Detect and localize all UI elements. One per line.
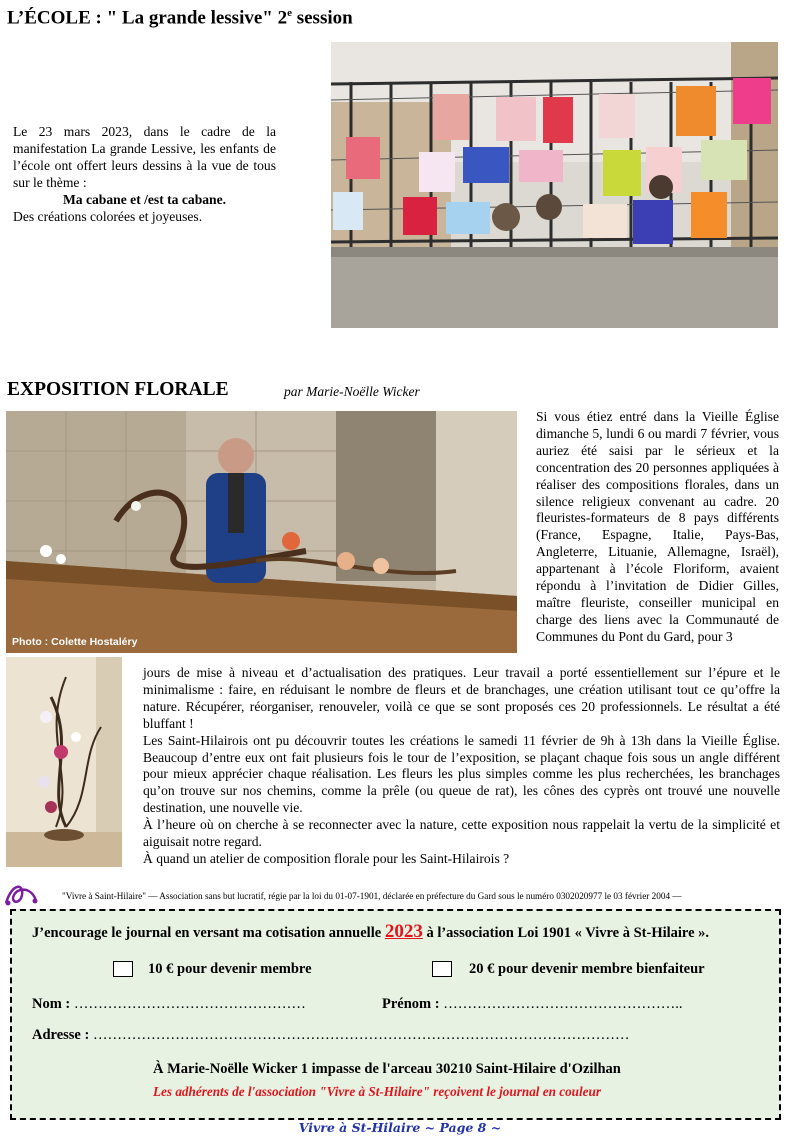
grande-lessive-photo (331, 42, 778, 328)
member-checkbox[interactable] (113, 961, 133, 977)
color-journal-note: Les adhérents de l'association "Vivre à St-Hilaire" reçoivent le journal en couleur (153, 1084, 602, 1099)
ecole-theme: Ma cabane et /est ta cabane. (62, 192, 227, 207)
exposition-photo (6, 411, 517, 653)
ecole-conclusion: Des créations colorées et joyeuses. (13, 209, 203, 224)
nom-field[interactable]: Nom : ………………………………………… (32, 996, 306, 1012)
membership-year: 2023 (384, 921, 423, 942)
association-legal-line: "Vivre à Saint-Hilaire" — Association sans but lucratif, régie par la loi du 01-07-1901, déclarée en préfecture du Gard sous le numéro 0302020977 le 03 février 2004 — (62, 891, 682, 901)
adresse-field[interactable]: Adresse : ………………………………………………………………………………………………… (32, 1027, 630, 1043)
photo-credit: Photo : Colette Hostaléry (12, 636, 138, 648)
exposition-text-right: Si vous étiez entré dans la Vieille Église dimanche 5, lundi 6 ou mardi 7 février, vous auriez été saisi par le sérieux et la concentration des 20 personnes appliquées à réaliser des compositions florales, dans un silence religieux convenant au cadre. 20 fleuristes-formateurs de 8 pays différents (France, Espagne, Italie, Pays-Bas, Angleterre, Lituanie, Allemagne, Israël), appartenant à l’école Floriform, avaient répondu à l’invitation de Didier Gilles, maître fleuriste, conseiller municipal en charge des liens avec la Communauté de Communes du Pont du Gard, pour 3 (536, 409, 779, 644)
exposition-text-bottom (143, 665, 780, 868)
ecole-article-text (13, 123, 276, 225)
prenom-field[interactable]: Prénom : ………………………………………….. (382, 996, 683, 1012)
exposition-title: EXPOSITION FLORALE (7, 379, 229, 400)
membership-encourage-line: J’encourage le journal en versant ma cotisation annuelle 2023 à l’association Loi 1901 « Vivre à St-Hilaire ». (32, 921, 710, 942)
page-footer: Vivre à St-Hilaire ~ Page 8 ~ (298, 1120, 502, 1135)
bouquet-photo (6, 657, 122, 867)
exposition-paragraph: Les Saint-Hilairois ont pu découvrir toutes les créations le samedi 11 février de 9h à 13h dans la Vieille Église. Beaucoup d’entre eux ont fait plusieurs fois le tour de l’exposition, se plaçant chaque fois sous un angle différent pour mieux apprécier chaque réalisation. Les fleurs les plus simples comme les plus recherchées, les branchages qu’on trouve sur nos chemins, comme la prêle (ou queue de rat), les cônes des cyprès ont trouvé une nouvelle destination, une nouvelle vie. (143, 732, 780, 816)
exposition-paragraph: À quand un atelier de composition florale pour les Saint-Hilairois ? (143, 850, 510, 866)
flourish-logo-icon (2, 881, 40, 909)
member-option-label: 10 € pour devenir membre (148, 961, 312, 977)
mailing-address: À Marie-Noëlle Wicker 1 impasse de l'arceau 30210 Saint-Hilaire d'Ozilhan (153, 1061, 621, 1077)
exposition-author: par Marie-Noëlle Wicker (284, 384, 420, 399)
exposition-paragraph: jours de mise à niveau et d’actualisation des pratiques. Leur travail a porté essentiellement sur l’épure et le minimalisme : faire, en réduisant le nombre de fleurs et de branchages, une création utilisant tout ce qu’offre la nature. Récupérer, réorganiser, renouveler, voilà ce que se sont proposés ces 20 professionnels. Le résultat a été bluffant ! (143, 665, 780, 731)
ecole-intro: Le 23 mars 2023, dans le cadre de la manifestation La grande Lessive, les enfants de l’école ont offert leurs dessins à la vue de tous sur le thème : (13, 124, 276, 190)
benefactor-option-label: 20 € pour devenir membre bienfaiteur (469, 961, 705, 977)
ecole-title: L’ÉCOLE : " La grande lessive" 2e session (7, 7, 353, 29)
exposition-paragraph: À l’heure où on cherche à se reconnecter avec la nature, cette exposition nous rappelait la vertu de la simplicité et aiguisait notre regard. (143, 817, 780, 850)
benefactor-checkbox[interactable] (432, 961, 452, 977)
